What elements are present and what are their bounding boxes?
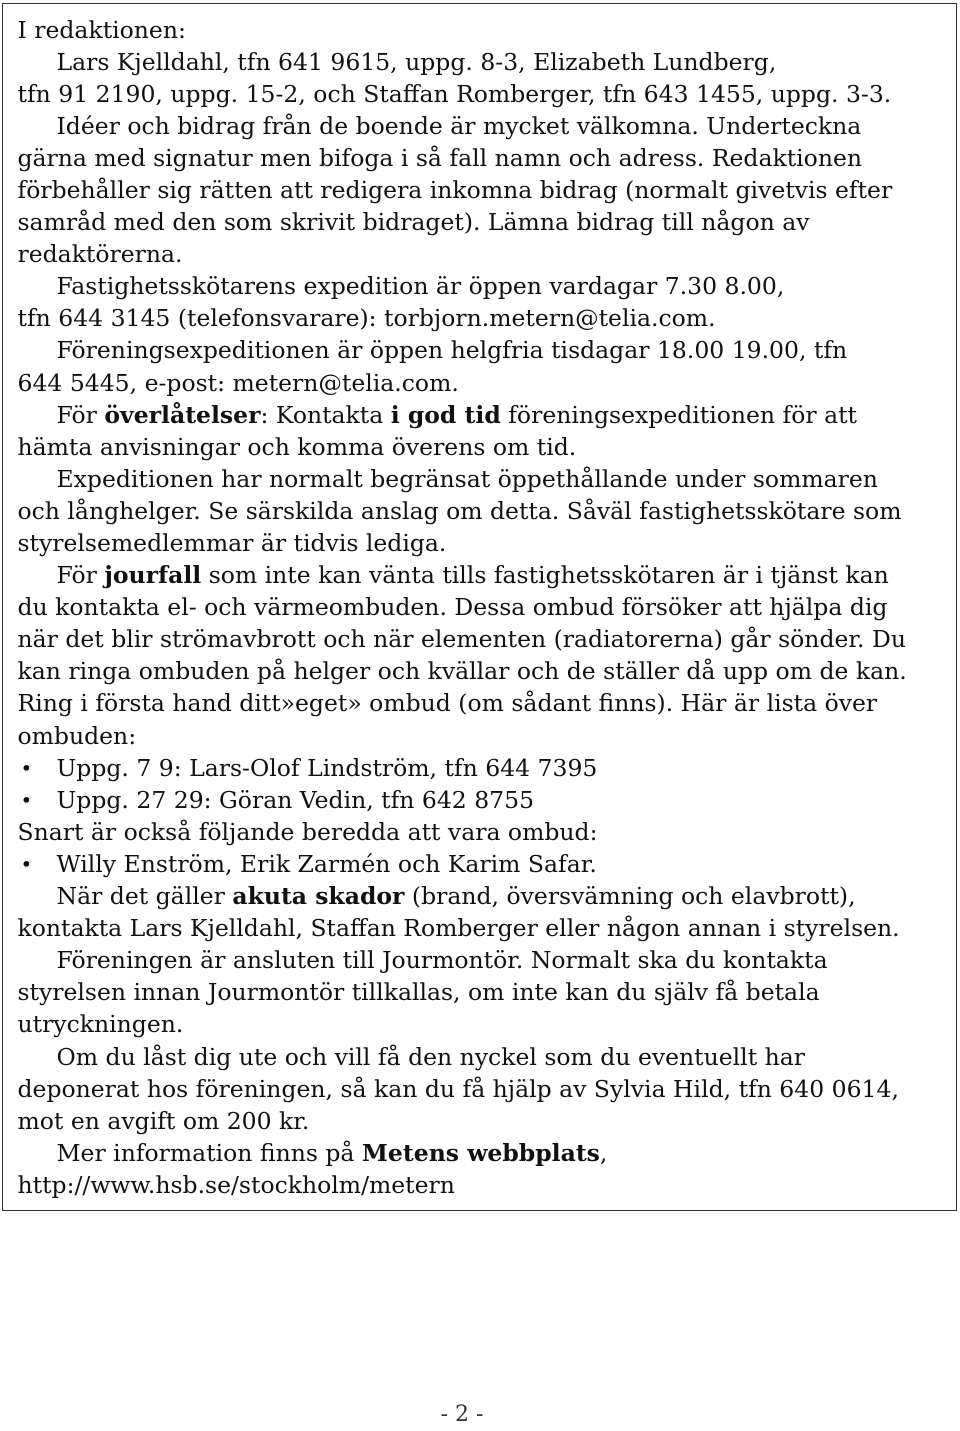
emergency-line xyxy=(18,559,938,591)
submissions-line: förbehåller sig rätten att redigera inkomna bidrag (normalt givetvis efter xyxy=(17,175,893,204)
acute-damage-line: kontakta Lars Kjelldahl, Staffan Romberger eller någon annan i styrelsen. xyxy=(17,914,900,943)
emergency-line: när det blir strömavbrott och när elementen (radiatorerna) går sönder. Du xyxy=(17,625,906,654)
emphasis-transfers: överlåtelser xyxy=(104,400,261,429)
future-ombud-line: Snart är också följande beredda att vara ombud: xyxy=(17,817,598,846)
jourmontor-line: styrelsen innan Jourmontör tillkallas, om inte kan du själv få betala xyxy=(17,978,820,1007)
emergency-line: kan ringa ombuden på helger och kvällar och de ställer då upp om de kan. xyxy=(17,657,907,686)
submissions-line: gärna med signatur men bifoga i så fall namn och adress. Redaktionen xyxy=(17,143,862,172)
association-office-line: Föreningsexpeditionen är öppen helgfria tisdagar 18.00 19.00, tfn xyxy=(56,336,848,365)
text-segment: För xyxy=(56,400,105,429)
editors-line: tfn 91 2190, uppg. 15-2, och Staffan Romberger, tfn 643 1455, uppg. 3-3. xyxy=(17,79,892,108)
emphasis-in-good-time: i god tid xyxy=(390,400,501,429)
emergency-line: ombuden: xyxy=(17,721,137,750)
text-segment: (brand, översvämning och elavbrott), xyxy=(404,882,856,911)
jourmontor-line: utryckningen. xyxy=(17,1010,184,1039)
info-box xyxy=(2,3,957,1211)
summer-hours-line: och långhelger. Se särskilda anslag om detta. Såväl fastighetsskötare som xyxy=(17,496,902,525)
submissions-line: samråd med den som skrivit bidraget). Lämna bidrag till någon av xyxy=(17,208,810,237)
lockout-line: deponerat hos föreningen, så kan du få hjälp av Sylvia Hild, tfn 640 0614, xyxy=(17,1074,899,1103)
association-contact-line: 644 5445, e-post: metern@telia.com. xyxy=(17,368,459,397)
text-segment: som inte kan vänta tills fastighetsskötaren är i tjänst kan xyxy=(201,561,889,590)
website-line xyxy=(18,1137,938,1169)
list-item-text: Uppg. 7 9: Lars-Olof Lindström, tfn 644 7395 xyxy=(56,753,598,782)
submissions-line: redaktörerna. xyxy=(17,240,183,269)
caretaker-office-line: Fastighetsskötarens expedition är öppen vardagar 7.30 8.00, xyxy=(56,272,785,301)
bullet-icon: • xyxy=(20,787,33,812)
ombud-list-item xyxy=(18,784,938,816)
transfers-line: hämta anvisningar och komma överens om tid. xyxy=(17,432,577,461)
section-heading: I redaktionen: xyxy=(17,15,186,44)
text-segment: Mer information finns på xyxy=(56,1138,362,1167)
acute-damage-line xyxy=(18,880,938,912)
submissions-line: Idéer och bidrag från de boende är mycket välkomna. Underteckna xyxy=(56,111,862,140)
website-url: http://www.hsb.se/stockholm/metern xyxy=(17,1170,455,1199)
bullet-icon: • xyxy=(20,755,33,780)
emphasis-website: Metens webbplats xyxy=(361,1138,600,1167)
summer-hours-line: styrelsemedlemmar är tidvis lediga. xyxy=(17,529,447,557)
emergency-line: du kontakta el- och värmeombuden. Dessa ombud försöker att hjälpa dig xyxy=(17,593,888,622)
list-item-text: Uppg. 27 29: Göran Vedin, tfn 642 8755 xyxy=(56,785,535,814)
lockout-line: mot en avgift om 200 kr. xyxy=(17,1106,310,1135)
info-content xyxy=(18,14,938,1201)
list-item-text: Willy Enström, Erik Zarmén och Karim Safar. xyxy=(56,849,597,878)
emphasis-emergency: jourfall xyxy=(104,561,202,590)
caretaker-contact-line: tfn 644 3145 (telefonsvarare): torbjorn.metern@telia.com. xyxy=(17,304,716,333)
page-number: - 2 - xyxy=(440,1402,484,1427)
ombud-list-item xyxy=(18,848,938,880)
text-segment: : Kontakta xyxy=(260,400,391,429)
text-segment: För xyxy=(56,561,105,590)
lockout-line: Om du låst dig ute och vill få den nyckel som du eventuellt har xyxy=(56,1042,805,1071)
summer-hours-line: Expeditionen har normalt begränsat öppethållande under sommaren xyxy=(56,464,878,493)
emphasis-acute-damage: akuta skador xyxy=(232,882,405,911)
text-segment: När det gäller xyxy=(56,882,233,911)
jourmontor-line: Föreningen är ansluten till Jourmontör. Normalt ska du kontakta xyxy=(56,946,828,975)
transfers-line xyxy=(18,399,938,431)
bullet-icon: • xyxy=(20,851,33,876)
ombud-list-item xyxy=(18,752,938,784)
text-segment: , xyxy=(599,1138,608,1167)
editors-line: Lars Kjelldahl, tfn 641 9615, uppg. 8-3, Elizabeth Lundberg, xyxy=(56,47,777,76)
emergency-line: Ring i första hand ditt»eget» ombud (om sådant finns). Här är lista över xyxy=(17,689,878,718)
text-segment: föreningsexpeditionen för att xyxy=(500,400,857,429)
